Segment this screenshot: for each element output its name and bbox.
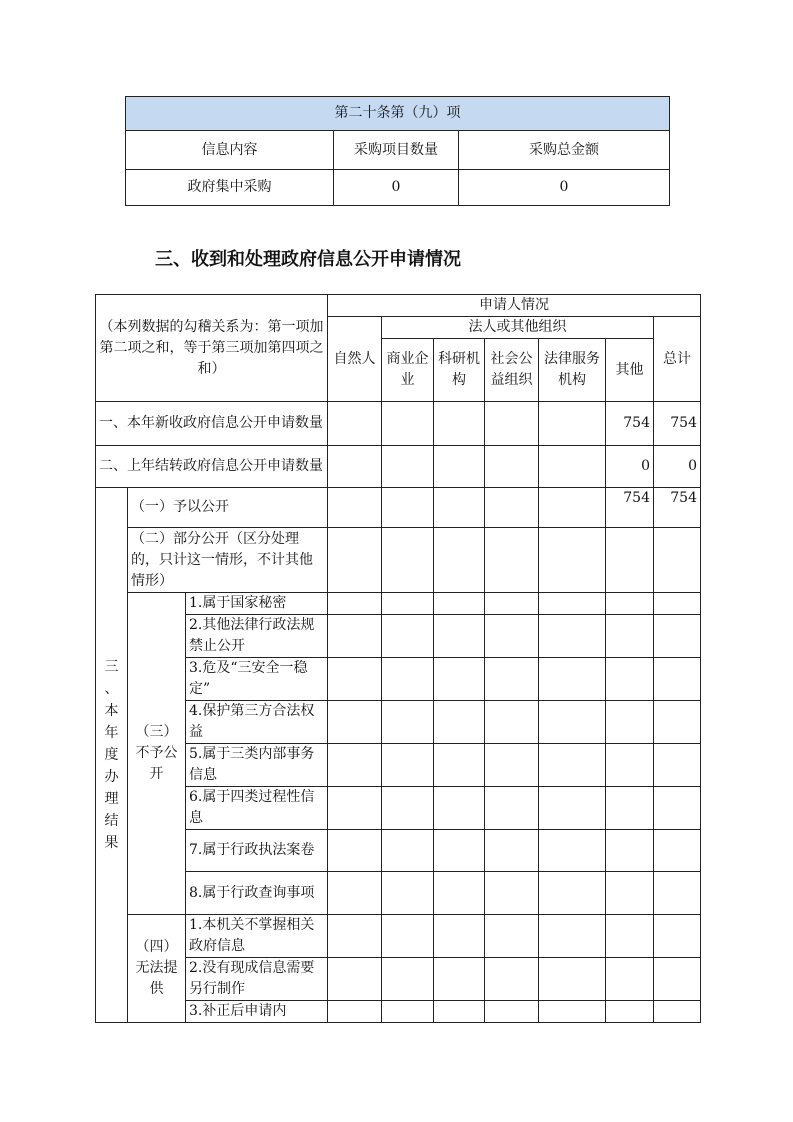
not-disclose-item: 2.其他法律行政法规禁止公开 xyxy=(186,615,328,658)
col-social: 社会公益组织 xyxy=(485,339,539,402)
col-other: 其他 xyxy=(606,339,654,402)
unable-item: 2.没有现成信息需要另行制作 xyxy=(186,958,328,1001)
cell-disclose-other: 754 xyxy=(606,488,654,528)
cell-new-total: 754 xyxy=(654,402,701,446)
section-title: 三、收到和处理政府信息公开申请情况 xyxy=(155,249,461,270)
table-row xyxy=(96,958,701,1001)
cell-count: 0 xyxy=(334,170,459,206)
table-row xyxy=(96,915,701,958)
row-label-unable: （四）无法提供 xyxy=(128,915,186,1023)
table-row xyxy=(96,488,701,528)
col-header-info: 信息内容 xyxy=(126,131,334,170)
cell-disclose-total: 754 xyxy=(654,488,701,528)
table-row xyxy=(96,615,701,658)
table-row xyxy=(96,744,701,787)
col-total: 总计 xyxy=(654,317,701,402)
table-row xyxy=(96,701,701,744)
procurement-section-header: 第二十条第（九）项 xyxy=(126,97,670,131)
col-natural-person: 自然人 xyxy=(328,317,382,402)
corner-note: （本列数据的勾稽关系为：第一项加第二项之和，等于第三项加第四项之和） xyxy=(96,295,328,402)
col-header-amount: 采购总金额 xyxy=(459,131,670,170)
row-label-partial: （二）部分公开（区分处理的，只计这一情形，不计其他情形） xyxy=(128,528,328,593)
result-label: 三 、 本 年 度 办 理 结 果 xyxy=(96,488,128,1023)
application-table xyxy=(95,294,701,1023)
cell-carry-other: 0 xyxy=(606,446,654,488)
col-commercial: 商业企业 xyxy=(382,339,434,402)
applicant-header: 申请人情况 xyxy=(328,295,701,317)
col-header-count: 采购项目数量 xyxy=(334,131,459,170)
row-label-central-procurement: 政府集中采购 xyxy=(126,170,334,206)
unable-item: 3.补正后申请内 xyxy=(186,1001,328,1023)
not-disclose-item: 6.属于四类过程性信息 xyxy=(186,787,328,830)
not-disclose-item: 3.危及“三安全一稳定” xyxy=(186,658,328,701)
table-row xyxy=(96,830,701,872)
row-label-carry: 二、上年结转政府信息公开申请数量 xyxy=(96,446,328,488)
table-row xyxy=(96,787,701,830)
col-legal-group: 法人或其他组织 xyxy=(382,317,654,339)
col-legal-service: 法律服务机构 xyxy=(539,339,606,402)
not-disclose-item: 8.属于行政查询事项 xyxy=(186,872,328,915)
not-disclose-item: 1.属于国家秘密 xyxy=(186,593,328,615)
table-row xyxy=(96,528,701,593)
table-row xyxy=(96,593,701,615)
table-row xyxy=(96,658,701,701)
cell-amount: 0 xyxy=(459,170,670,206)
procurement-table xyxy=(125,96,670,206)
table-row xyxy=(96,1001,701,1023)
cell-new-other: 754 xyxy=(606,402,654,446)
not-disclose-item: 4.保护第三方合法权益 xyxy=(186,701,328,744)
table-row xyxy=(96,402,701,446)
table-row xyxy=(96,446,701,488)
row-label-disclose: （一）予以公开 xyxy=(128,488,328,528)
table-row xyxy=(96,872,701,915)
cell-carry-total: 0 xyxy=(654,446,701,488)
row-label-new: 一、本年新收政府信息公开申请数量 xyxy=(96,402,328,446)
not-disclose-item: 7.属于行政执法案卷 xyxy=(186,830,328,872)
not-disclose-item: 5.属于三类内部事务信息 xyxy=(186,744,328,787)
unable-item: 1.本机关不掌握相关政府信息 xyxy=(186,915,328,958)
row-label-not-disclose: （三）不予公开 xyxy=(128,593,186,915)
col-research: 科研机构 xyxy=(434,339,485,402)
